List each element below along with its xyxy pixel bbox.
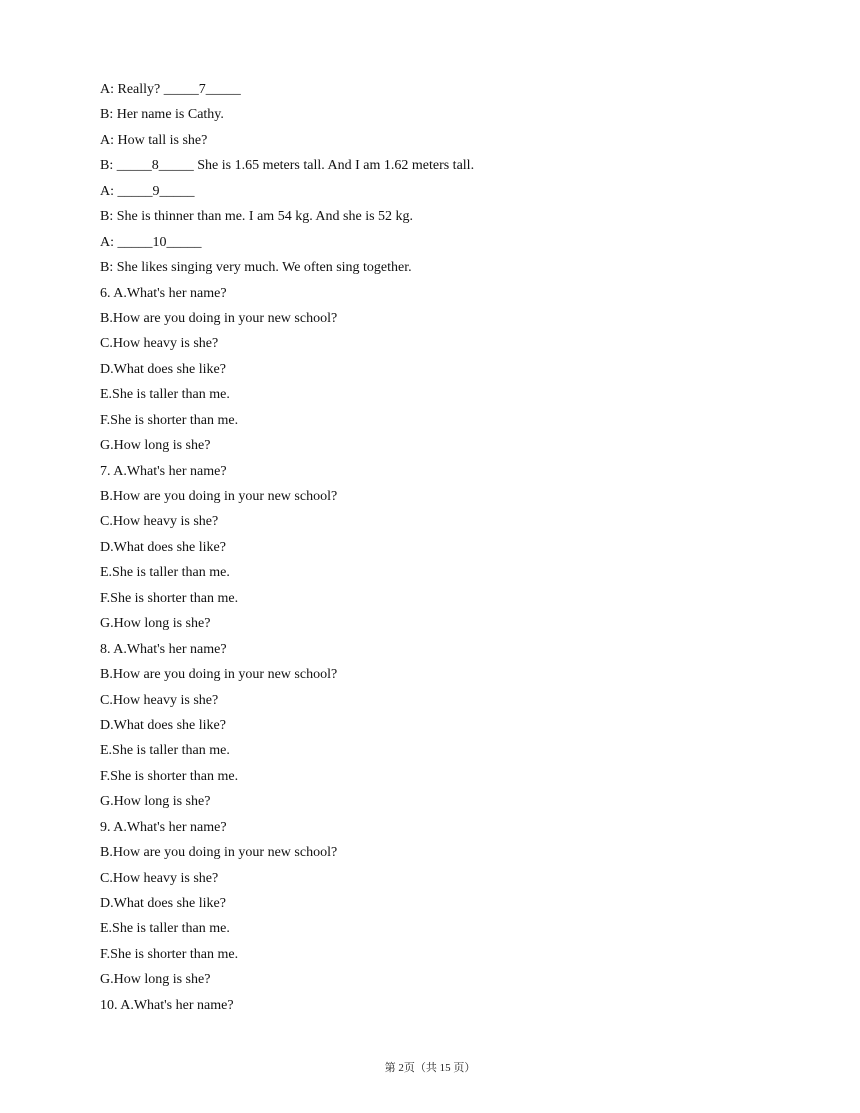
question-6-option-e: E.She is taller than me.	[100, 387, 230, 403]
question-9-option-e: E.She is taller than me.	[100, 921, 230, 937]
question-8-option-b: B.How are you doing in your new school?	[100, 667, 338, 683]
question-8-option-c: C.How heavy is she?	[100, 692, 219, 708]
question-6-option-f: F.She is shorter than me.	[100, 412, 239, 428]
question-9-option-b: B.How are you doing in your new school?	[100, 845, 338, 861]
document-body	[100, 77, 800, 1018]
question-8-option-g: G.How long is she?	[100, 794, 211, 810]
question-9-option-d: D.What does she like?	[100, 896, 226, 911]
question-6-option-g: G.How long is she?	[100, 438, 211, 454]
page-footer: 第 2页（共 15 页）	[384, 1062, 476, 1074]
question-9-option-f: F.She is shorter than me.	[100, 946, 239, 962]
question-7-option-g: G.How long is she?	[100, 616, 211, 632]
question-9-option-a: 9. A.What's her name?	[100, 819, 227, 835]
question-9-option-g: G.How long is she?	[100, 972, 211, 988]
question-6-option-b: B.How are you doing in your new school?	[100, 310, 338, 326]
dialogue-line: A: _____9_____	[100, 183, 195, 199]
dialogue-line: A: Really? _____7_____	[100, 82, 241, 97]
question-7-option-c: C.How heavy is she?	[100, 514, 219, 530]
dialogue-line: B: Her name is Cathy.	[100, 107, 224, 123]
dialogue-line: A: How tall is she?	[100, 132, 208, 148]
question-7-option-a: 7. A.What's her name?	[100, 463, 227, 479]
question-8-option-e: E.She is taller than me.	[100, 743, 230, 759]
question-7-option-d: D.What does she like?	[100, 539, 226, 555]
question-6-option-c: C.How heavy is she?	[100, 336, 219, 352]
dialogue-line: B: She is thinner than me. I am 54 kg. And she is 52 kg.	[100, 209, 414, 225]
question-8-option-f: F.She is shorter than me.	[100, 768, 239, 784]
question-7-option-b: B.How are you doing in your new school?	[100, 489, 338, 504]
question-10-option-a: 10. A.What's her name?	[100, 997, 234, 1013]
question-7-option-f: F.She is shorter than me.	[100, 590, 239, 606]
question-8-option-a: 8. A.What's her name?	[100, 641, 227, 657]
dialogue-line: B: She likes singing very much. We often sing together.	[100, 260, 412, 276]
question-8-option-d: D.What does she like?	[100, 717, 226, 733]
question-6-option-a: 6. A.What's her name?	[100, 285, 227, 301]
question-6-option-d: D.What does she like?	[100, 361, 226, 377]
question-7-option-e: E.She is taller than me.	[100, 565, 230, 581]
dialogue-line: A: _____10_____	[100, 234, 202, 250]
dialogue-line: B: _____8_____ She is 1.65 meters tall. And I am 1.62 meters tall.	[100, 158, 475, 174]
question-9-option-c: C.How heavy is she?	[100, 870, 219, 886]
